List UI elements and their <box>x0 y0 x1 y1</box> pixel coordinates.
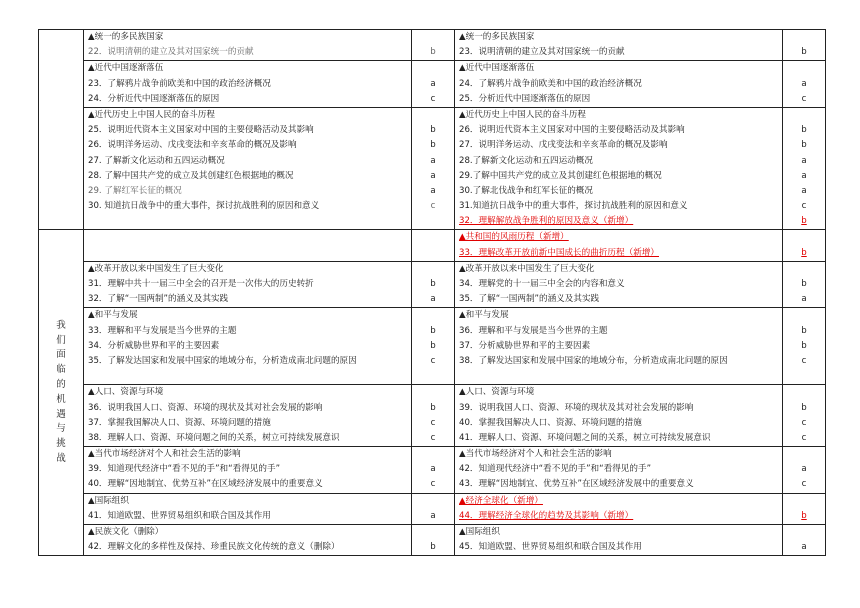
left-content <box>84 261 412 308</box>
right-level <box>783 30 826 61</box>
standard-item: 39．知道现代经济中“看不见的手”和“看得见的手” <box>88 464 281 475</box>
table-row <box>39 230 826 261</box>
right-level <box>783 261 826 308</box>
level-letter: a <box>801 294 807 305</box>
level-letter: c <box>801 432 807 443</box>
section-heading: ▲近代中国逐渐落伍 <box>459 63 535 74</box>
table-row <box>39 107 826 230</box>
standard-item: 24．了解鸦片战争前欧美和中国的政治经济概况 <box>459 78 642 89</box>
level-letter: a <box>430 155 436 166</box>
right-level <box>783 525 826 556</box>
table-row <box>39 493 826 524</box>
standard-item: 34．分析威胁世界和平的主要因素 <box>88 340 220 351</box>
table-row <box>39 261 826 308</box>
left-content <box>84 61 412 108</box>
left-level <box>412 261 455 308</box>
table-row <box>39 61 826 108</box>
level-letter: b <box>801 510 807 521</box>
level-letter: c <box>430 432 436 443</box>
level-letter: b <box>801 279 807 289</box>
standard-item: 40．理解“因地制宜、优势互补”在区域经济发展中的重要意义 <box>88 479 323 490</box>
left-content <box>84 385 412 447</box>
level-letter: b <box>801 125 807 136</box>
level-letter: b <box>430 542 436 553</box>
level-letter: c <box>430 93 436 104</box>
level-letter: b <box>430 340 436 351</box>
left-content <box>84 525 412 556</box>
level-letter: a <box>801 464 807 475</box>
level-letter: c <box>801 93 807 104</box>
left-level <box>412 493 455 524</box>
standard-item: 29. 了解红军长征的概况 <box>88 185 182 196</box>
right-content <box>455 30 783 61</box>
new-section-heading: ▲共和国的风雨历程（新增） <box>459 232 569 243</box>
standard-item: 23．了解鸦片战争前欧美和中国的政治经济概况 <box>88 78 271 89</box>
standard-item: 36．说明我国人口、资源、环境的现状及其对社会发展的影响 <box>88 402 323 413</box>
level-letter: a <box>430 78 436 89</box>
standards-comparison-table <box>38 29 826 556</box>
section-heading: ▲统一的多民族国家 <box>459 32 535 42</box>
standard-item: 31．理解中共十一届三中全会的召开是一次伟大的历史转折 <box>88 279 314 289</box>
standard-item: 29.了解中国共产党的成立及其创建红色根据地的概况 <box>459 170 662 181</box>
section-heading: ▲改革开放以来中国发生了巨大变化 <box>88 263 224 274</box>
standard-item: 25．分析近代中国逐渐落伍的原因 <box>459 93 591 104</box>
level-letter: c <box>430 479 436 490</box>
level-letter: b <box>801 340 807 351</box>
section-heading: ▲当代市场经济对个人和社会生活的影响 <box>459 449 612 460</box>
left-level <box>412 525 455 556</box>
standard-item: 28. 了解中国共产党的成立及其创建红色根据地的概况 <box>88 170 294 181</box>
level-letter: b <box>801 216 807 227</box>
standard-item: 25．说明近代资本主义国家对中国的主要侵略活动及其影响 <box>88 125 314 136</box>
table-row <box>39 30 826 61</box>
standard-item: 43．理解“因地制宜、优势互补”在区域经济发展中的重要意义 <box>459 479 694 490</box>
level-letter: a <box>430 170 436 181</box>
right-level <box>783 107 826 230</box>
standard-item: 45．知道欧盟、世界贸易组织和联合国及其作用 <box>459 542 642 553</box>
right-content <box>455 107 783 230</box>
standard-item: 34．理解党的十一届三中全会的内容和意义 <box>459 279 625 289</box>
standard-item: 37．分析威胁世界和平的主要因素 <box>459 340 591 351</box>
left-content <box>84 107 412 230</box>
level-letter: b <box>430 402 436 413</box>
standard-item: 23．说明清朝的建立及其对国家统一的贡献 <box>459 47 625 58</box>
level-letter: a <box>801 155 807 166</box>
level-letter: b <box>430 47 436 58</box>
level-letter: b <box>801 402 807 413</box>
level-letter: c <box>801 417 807 428</box>
level-letter: b <box>430 325 436 336</box>
left-content <box>84 308 412 385</box>
standard-item: 38．理解人口、资源、环境问题之间的关系，树立可持续发展意识 <box>88 432 340 443</box>
left-content <box>84 493 412 524</box>
standard-item: 30.了解北伐战争和红军长征的概况 <box>459 185 593 196</box>
section-heading: ▲近代历史上中国人民的奋斗历程 <box>88 109 215 120</box>
section-heading: ▲当代市场经济对个人和社会生活的影响 <box>88 449 241 460</box>
level-letter: b <box>801 47 807 58</box>
left-level <box>412 61 455 108</box>
side-label: 我们面临的机遇与挑战 <box>56 319 66 464</box>
standard-item: 39．说明我国人口、资源、环境的现状及其对社会发展的影响 <box>459 402 694 413</box>
standard-item: 27. 了解新文化运动和五四运动概况 <box>88 155 225 166</box>
standard-item: 26．说明近代资本主义国家对中国的主要侵略活动及其影响 <box>459 125 685 136</box>
right-content <box>455 525 783 556</box>
standard-item: 36．理解和平与发展是当今世界的主题 <box>459 325 608 336</box>
standard-item: 42．理解文化的多样性及保持、珍重民族文化传统的意义（删除） <box>88 542 340 553</box>
right-level <box>783 61 826 108</box>
standard-item: 32．了解“一国两制”的涵义及其实践 <box>88 294 229 305</box>
level-letter: a <box>430 464 436 475</box>
new-section-heading: ▲经济全球化（新增） <box>459 495 543 506</box>
new-standard-item: 32．理解解放战争胜利的原因及意义（新增） <box>459 216 634 227</box>
level-letter: c <box>430 417 436 428</box>
left-level <box>412 30 455 61</box>
left-level <box>412 385 455 447</box>
standard-item: 22．说明清朝的建立及其对国家统一的贡献 <box>88 47 254 58</box>
level-letter: a <box>430 185 436 196</box>
level-letter: b <box>430 140 436 151</box>
right-content <box>455 385 783 447</box>
section-heading: ▲统一的多民族国家 <box>88 32 164 42</box>
side-label-blank <box>39 30 84 230</box>
standard-item: 38．了解发达国家和发展中国家的地域分布，分析造成南北问题的原因 <box>459 355 728 366</box>
new-standard-item: 33．理解改革开放前新中国成长的曲折历程（新增） <box>459 247 659 258</box>
standard-item: 33．理解和平与发展是当今世界的主题 <box>88 325 237 336</box>
right-content <box>455 493 783 524</box>
section-heading: ▲国际组织 <box>459 527 500 538</box>
level-letter: c <box>430 355 436 366</box>
right-level <box>783 493 826 524</box>
section-heading: ▲人口、资源与环境 <box>459 387 535 398</box>
right-content <box>455 308 783 385</box>
right-level <box>783 385 826 447</box>
level-letter: a <box>801 185 807 196</box>
level-letter: c <box>801 479 807 490</box>
standard-item: 37．掌握我国解决人口、资源、环境问题的措施 <box>88 417 271 428</box>
standard-item: 28.了解新文化运动和五四运动概况 <box>459 155 593 166</box>
level-letter: c <box>801 355 807 366</box>
section-heading: ▲民族文化（删除） <box>88 527 164 538</box>
right-level <box>783 230 826 261</box>
level-letter: b <box>801 140 807 151</box>
level-letter: c <box>801 201 807 212</box>
table-row <box>39 525 826 556</box>
right-content <box>455 447 783 494</box>
section-heading: ▲和平与发展 <box>459 310 509 321</box>
level-letter: a <box>430 510 436 521</box>
standard-item: 41．理解人口、资源、环境问题之间的关系，树立可持续发展意识 <box>459 432 711 443</box>
standard-item: 41．知道欧盟、世界贸易组织和联合国及其作用 <box>88 510 271 521</box>
standard-item: 30. 知道抗日战争中的重大事件，探讨抗战胜利的原因和意义 <box>88 201 320 212</box>
standard-item: 24．分析近代中国逐渐落伍的原因 <box>88 93 220 104</box>
right-content <box>455 230 783 261</box>
level-letter: a <box>430 294 436 305</box>
left-level <box>412 107 455 230</box>
section-heading: ▲近代历史上中国人民的奋斗历程 <box>459 109 586 120</box>
standard-item: 35．了解“一国两制”的涵义及其实践 <box>459 294 600 305</box>
section-heading: ▲国际组织 <box>88 495 129 506</box>
left-level <box>412 308 455 385</box>
left-content <box>84 447 412 494</box>
level-letter: a <box>801 170 807 181</box>
level-letter: b <box>430 125 436 136</box>
standard-item: 40．掌握我国解决人口、资源、环境问题的措施 <box>459 417 642 428</box>
level-letter: c <box>430 201 436 212</box>
standard-item: 27．说明洋务运动、戊戌变法和辛亥革命的概况及影响 <box>459 140 668 151</box>
standard-item: 31.知道抗日战争中的重大事件，探讨抗战胜利的原因和意义 <box>459 201 688 212</box>
standard-item: 42．知道现代经济中“看不见的手”和“看得见的手” <box>459 464 652 475</box>
left-level <box>412 447 455 494</box>
level-letter: a <box>801 78 807 89</box>
right-level <box>783 447 826 494</box>
level-letter: b <box>801 247 807 258</box>
section-heading: ▲近代中国逐渐落伍 <box>88 63 164 74</box>
standard-item: 26．说明洋务运动、戊戌变法和辛亥革命的概况及影响 <box>88 140 297 151</box>
right-level <box>783 308 826 385</box>
level-letter: a <box>801 542 807 553</box>
table-row <box>39 447 826 494</box>
left-content <box>84 30 412 61</box>
right-content <box>455 261 783 308</box>
left-content <box>84 230 412 261</box>
side-label-cell <box>39 230 84 556</box>
table-row <box>39 308 826 385</box>
level-letter: b <box>801 325 807 336</box>
new-standard-item: 44．理解经济全球化的趋势及其影响（新增） <box>459 510 634 521</box>
section-heading: ▲和平与发展 <box>88 310 138 321</box>
section-heading: ▲改革开放以来中国发生了巨大变化 <box>459 263 595 274</box>
left-level <box>412 230 455 261</box>
right-content <box>455 61 783 108</box>
standard-item: 35．了解发达国家和发展中国家的地域分布，分析造成南北问题的原因 <box>88 355 357 366</box>
level-letter: b <box>430 279 436 289</box>
section-heading: ▲人口、资源与环境 <box>88 387 164 398</box>
table-row <box>39 385 826 447</box>
